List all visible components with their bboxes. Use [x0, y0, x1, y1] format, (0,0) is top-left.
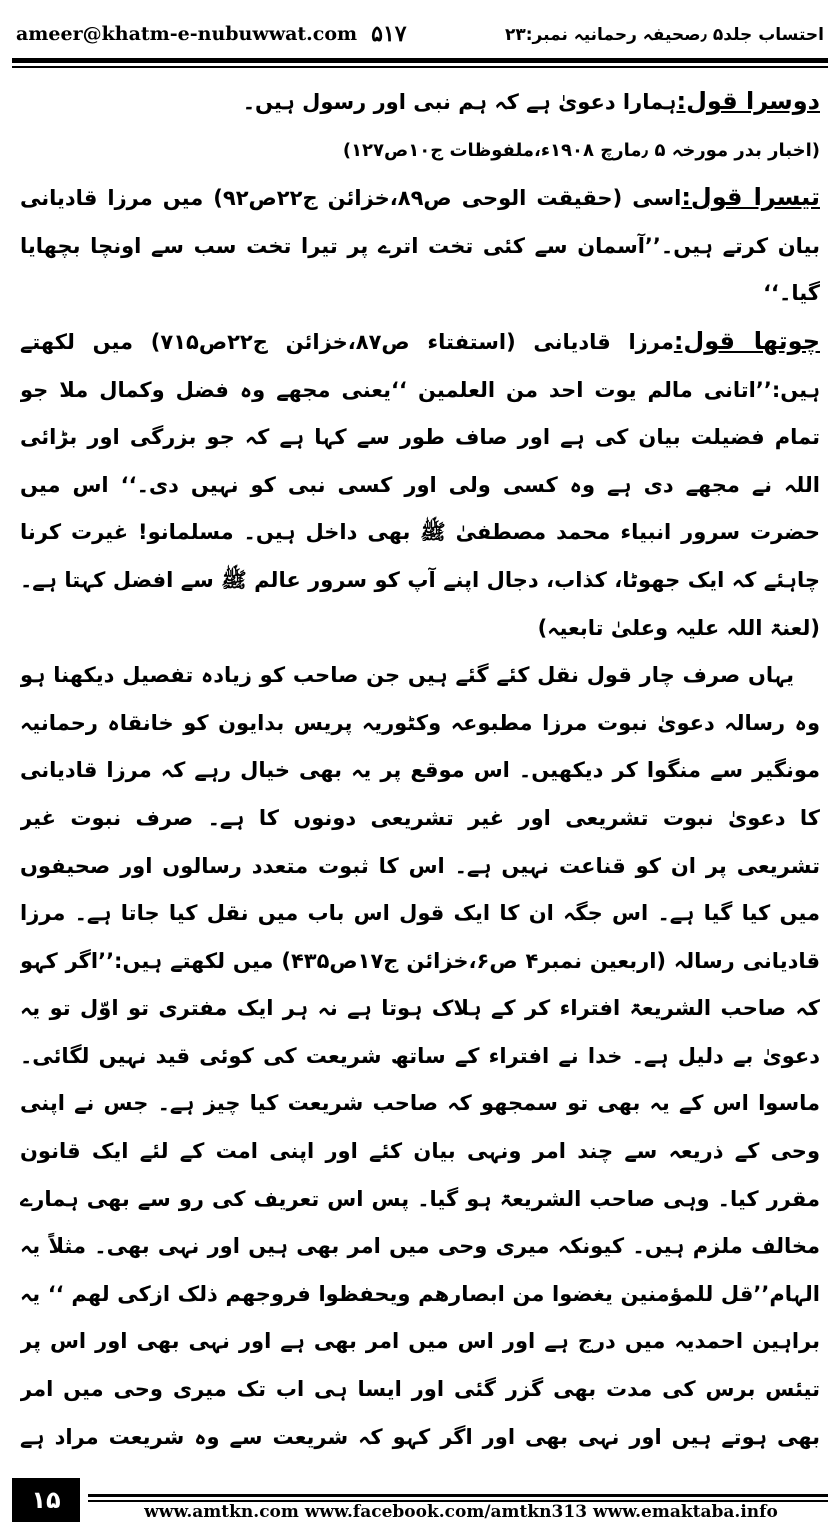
paragraph-text: ہمارا دعویٰ ہے کہ ہم نبی اور رسول ہیں۔ — [242, 90, 677, 114]
page-footer — [12, 1478, 828, 1522]
header-rule-thin — [12, 66, 828, 68]
paragraph-label: تیسرا قول: — [681, 183, 820, 212]
page-body — [20, 78, 820, 1458]
header-left — [16, 21, 407, 47]
paragraph-fourth-saying — [20, 318, 820, 652]
paragraph-text: مرزا قادیانی (استفتاء ص۸۷،خزائن ج۲۲ص۷۱۵) میں لکھتے ہیں:’’اتانی مالم یوت احد من العلمین ‘‘یعنی مجھے وہ فضل وکمال ملا جو تمام فضیلت بیان کی ہے اور صاف طور سے کہا ہے کہ جو بزرگی اور بڑائی اللہ نے مجھے دی ہے وہ کسی ولی اور کسی نبی کو نہیں دی۔‘‘ اس میں حضرت سرور انبیاء محمد مصطفیٰ ﷺ بھی داخل ہیں۔ مسلمانو! غیرت کرنا چاہئے کہ ایک جھوٹا، کذاب، دجال اپنے آپ کو سرور عالم ﷺ سے افضل کہتا ہے۔(لعنۃ اللہ علیہ وعلیٰ تابعیہ) — [20, 329, 820, 640]
footer-urls[interactable]: www.amtkn.com www.facebook.com/amtkn313 www.emaktaba.info — [144, 1502, 778, 1522]
header-email[interactable]: ameer@khatm-e-nubuwwat.com — [16, 23, 358, 45]
paragraph-third-saying — [20, 174, 820, 318]
header-rule-thick — [12, 58, 828, 63]
paragraph-text: (اخبار بدر مورخہ ۵ ٫مارچ ۱۹۰۸ء،ملفوظات ج۱۰ص۱۲۷) — [342, 139, 820, 161]
paragraph-text: یہاں صرف چار قول نقل کئے گئے ہیں جن صاحب کو زیادہ تفصیل دیکھنا ہو وہ رسالہ دعویٰ نبوت مرزا مطبوعہ وکٹوریہ پریس بدایون کو خانقاہ رحمانیہ مونگیر سے منگوا کر دیکھیں۔ اس موقع پر یہ بھی خیال رہے کہ مرزا قادیانی کا دعویٰ نبوت تشریعی اور غیر تشریعی دونوں کا ہے۔ صرف نبوت غیر تشریعی پر ان کو قناعت نہیں ہے۔ اس کا ثبوت متعدد رسالوں اور صحیفوں میں کیا گیا ہے۔ اس جگہ ان کا ایک قول اس باب میں نقل کیا جاتا ہے۔ مرزا قادیانی رسالہ (اربعین نمبر۴ ص۶،خزائن ج۱۷ص۴۳۵) میں لکھتے ہیں:’’اگر کہو کہ صاحب الشریعۃ افتراء کر کے ہلاک ہوتا ہے نہ ہر ایک مفتری تو اوّل تو یہ دعویٰ بے دلیل ہے۔ خدا نے افتراء کے ساتھ شریعت کی کوئی قید نہیں لگائی۔ ماسوا اس کے یہ بھی تو سمجھو کہ صاحب شریعت کیا چیز ہے۔ جس نے اپنی وحی کے ذریعہ سے چند امر ونہی بیان کئے اور اپنی امت کے لئے ایک قانون مقرر کیا۔ وہی صاحب الشریعۃ ہو گیا۔ پس اس تعریف کی رو سے بھی ہمارے مخالف ملزم ہیں۔ کیونکہ میری وحی میں امر بھی ہیں اور نہی بھی۔ مثلاً یہ الہام’’قل للمؤمنین یغضوا من ابصارھم ویحفظوا فروجھم ذلک ازکی لھم ‘‘ یہ براہین احمدیہ میں درج ہے اور اس میں امر بھی ہے اور نہی بھی اور اس پر تیئس برس کی مدت بھی گزر گئی اور ایسا ہی اب تک میری وحی میں امر بھی ہوتے ہیں اور نہی بھی اور اگر کہو کہ شریعت سے وہ شریعت مراد ہے — [20, 663, 820, 1449]
paragraph-text: اسی (حقیقت الوحی ص۸۹،خزائن ج۲۲ص۹۲) میں مرزا قادیانی بیان کرتے ہیں۔’’آسمان سے کئی تخت اترے پر تیرا تخت سب سے اونچا بچھایا گیا۔‘‘ — [20, 186, 820, 306]
paragraph-reference — [20, 127, 820, 175]
paragraph-second-saying — [20, 78, 820, 127]
footer-rule-thick — [88, 1494, 828, 1497]
paragraph-label: دوسرا قول: — [676, 87, 820, 115]
header-page-number: ۵۱۷ — [371, 21, 407, 47]
page-header — [16, 14, 824, 54]
paragraph-discussion — [20, 652, 820, 1458]
footer-folio-number: ۱۵ — [12, 1478, 80, 1522]
header-series-title: احتساب جلد۵ ٫صحیفہ رحمانیہ نمبر:۲۳ — [504, 24, 824, 45]
paragraph-label: چوتھا قول: — [673, 326, 820, 355]
